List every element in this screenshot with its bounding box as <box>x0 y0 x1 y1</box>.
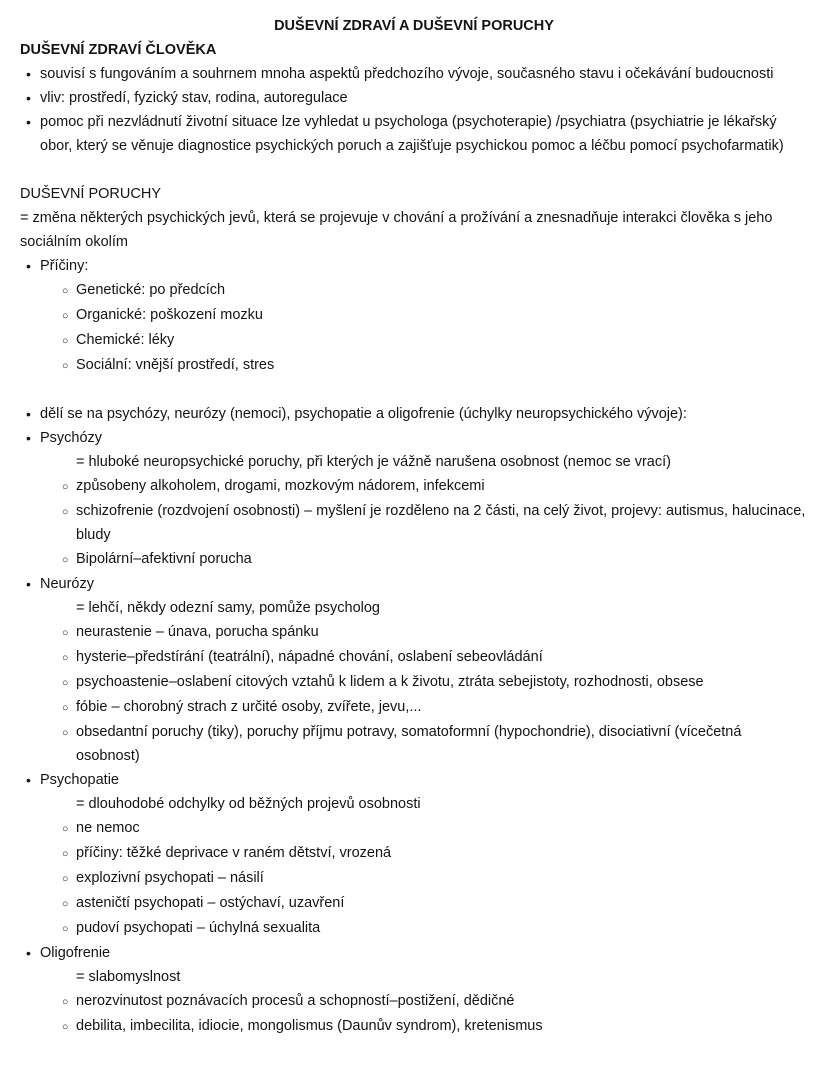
item-text: způsobeny alkoholem, drogami, mozkovým nádorem, infekcemi <box>76 478 485 494</box>
definition-line <box>20 596 808 620</box>
item-text: = hluboké neuropsychické poruchy, při kterých je vážně narušena osobnost (nemoc se vrací) <box>76 454 671 470</box>
item-text: = lehčí, někdy odezní samy, pomůže psycholog <box>76 600 380 616</box>
sub-list-item <box>20 891 808 916</box>
sub-list-item <box>20 645 808 670</box>
item-text: příčiny: těžké deprivace v raném dětství, vrozená <box>76 845 392 861</box>
spacer <box>20 158 808 182</box>
bullet-icon: • <box>26 258 31 274</box>
sub-list-item <box>20 474 808 499</box>
definition-line <box>20 792 808 816</box>
item-text: explozivní psychopati – násilí <box>76 870 264 886</box>
document-body <box>20 38 808 1039</box>
sub-list-item <box>20 353 808 378</box>
circle-icon: ○ <box>62 727 69 739</box>
item-text: hysterie–předstírání (teatrální), nápadné chování, oslabení sebeovládání <box>76 649 543 665</box>
sub-list-item <box>20 866 808 891</box>
sub-list-item <box>20 816 808 841</box>
sub-list-item <box>20 695 808 720</box>
circle-icon: ○ <box>62 702 69 714</box>
sub-list-item <box>20 328 808 353</box>
item-text: debilita, imbecilita, idiocie, mongolismus (Daunův syndrom), kretenismus <box>76 1018 543 1034</box>
bullet-icon: • <box>26 90 31 106</box>
sub-list-item <box>20 720 808 768</box>
circle-icon: ○ <box>62 360 69 372</box>
item-text: schizofrenie (rozdvojení osobnosti) – myšlení je rozděleno na 2 části, na celý život, projevy: autismus, halucinace, bludy <box>76 503 806 543</box>
item-text: Psychopatie <box>40 772 119 788</box>
item-text: Genetické: po předcích <box>76 282 226 298</box>
bullet-icon: • <box>26 576 31 592</box>
sub-list-item <box>20 670 808 695</box>
bullet-list-item <box>20 86 808 110</box>
bullet-list-item <box>20 426 808 450</box>
sub-list-item <box>20 1014 808 1039</box>
item-text: Oligofrenie <box>40 945 111 961</box>
circle-icon: ○ <box>62 996 69 1008</box>
bullet-icon: • <box>26 772 31 788</box>
bullet-list-item <box>20 254 808 278</box>
item-text: ne nemoc <box>76 820 140 836</box>
circle-icon: ○ <box>62 1021 69 1033</box>
item-text: Neurózy <box>40 576 94 592</box>
bullet-list-item <box>20 402 808 426</box>
item-text: Příčiny: <box>40 258 89 274</box>
item-text: dělí se na psychózy, neurózy (nemoci), psychopatie a oligofrenie (úchylky neuropsychického vývoje): <box>40 406 687 422</box>
section-heading: DUŠEVNÍ PORUCHY <box>20 186 161 202</box>
bullet-list-item <box>20 941 808 965</box>
sub-list-item <box>20 303 808 328</box>
item-text: Sociální: vnější prostředí, stres <box>76 357 275 373</box>
definition-line <box>20 450 808 474</box>
bullet-list-item <box>20 572 808 596</box>
bullet-list-item <box>20 62 808 86</box>
circle-icon: ○ <box>62 310 69 322</box>
circle-icon: ○ <box>62 823 69 835</box>
item-text: asteničtí psychopati – ostýchaví, uzavření <box>76 895 345 911</box>
definition-line <box>20 965 808 989</box>
circle-icon: ○ <box>62 506 69 518</box>
bullet-icon: • <box>26 66 31 82</box>
item-text: psychoastenie–oslabení citových vztahů k lidem a k životu, ztráta sebejistoty, rozhodnosti, obsese <box>76 674 704 690</box>
bullet-list-item <box>20 768 808 792</box>
item-text: = dlouhodobé odchylky od běžných projevů osobnosti <box>76 796 421 812</box>
item-text: pomoc při nezvládnutí životní situace lze vyhledat u psychologa (psychoterapie) /psychiatra (psychiatrie je lékařský obor, který se věnuje diagnostice psychických poruch a zajišťuje psychickou pomoc a léčbu pomocí psychofarmatik) <box>40 114 784 154</box>
circle-icon: ○ <box>62 652 69 664</box>
circle-icon: ○ <box>62 677 69 689</box>
circle-icon: ○ <box>62 898 69 910</box>
bullet-icon: • <box>26 430 31 446</box>
bullet-list-item <box>20 110 808 158</box>
spacer <box>20 378 808 402</box>
item-text: obsedantní poruchy (tiky), poruchy příjmu potravy, somatoformní (hypochondrie), disociativní (vícečetná osobnost) <box>76 724 742 764</box>
bullet-icon: • <box>26 406 31 422</box>
document-title: DUŠEVNÍ ZDRAVÍ A DUŠEVNÍ PORUCHY <box>274 18 554 34</box>
item-text: pudoví psychopati – úchylná sexualita <box>76 920 321 936</box>
item-text: Organické: poškození mozku <box>76 307 263 323</box>
item-text: souvisí s fungováním a souhrnem mnoha aspektů předchozího vývoje, současného stavu i očekávání budoucnosti <box>40 66 774 82</box>
sub-list-item <box>20 620 808 645</box>
item-text: neurastenie – únava, porucha spánku <box>76 624 319 640</box>
bullet-icon: • <box>26 114 31 130</box>
item-text: vliv: prostředí, fyzický stav, rodina, autoregulace <box>40 90 348 106</box>
circle-icon: ○ <box>62 923 69 935</box>
circle-icon: ○ <box>62 285 69 297</box>
circle-icon: ○ <box>62 554 69 566</box>
item-text: Chemické: léky <box>76 332 175 348</box>
sub-list-item <box>20 278 808 303</box>
sub-list-item <box>20 989 808 1014</box>
item-text: Bipolární–afektivní porucha <box>76 551 252 567</box>
sub-list-item <box>20 916 808 941</box>
circle-icon: ○ <box>62 848 69 860</box>
item-text: fóbie – chorobný strach z určité osoby, zvířete, jevu,... <box>76 699 422 715</box>
circle-icon: ○ <box>62 873 69 885</box>
item-text: Psychózy <box>40 430 103 446</box>
item-text: nerozvinutost poznávacích procesů a schopností–postižení, dědičné <box>76 993 515 1009</box>
bullet-icon: • <box>26 945 31 961</box>
sub-list-item <box>20 841 808 866</box>
circle-icon: ○ <box>62 627 69 639</box>
circle-icon: ○ <box>62 335 69 347</box>
definition-paragraph: = změna některých psychických jevů, která se projevuje v chování a prožívání a znesnadňuje interakci člověka s jeho sociálním okolím <box>20 210 773 250</box>
sub-list-item <box>20 547 808 572</box>
sub-list-item <box>20 499 808 547</box>
item-text: = slabomyslnost <box>76 969 181 985</box>
section-heading: DUŠEVNÍ ZDRAVÍ ČLOVĚKA <box>20 42 217 58</box>
circle-icon: ○ <box>62 481 69 493</box>
